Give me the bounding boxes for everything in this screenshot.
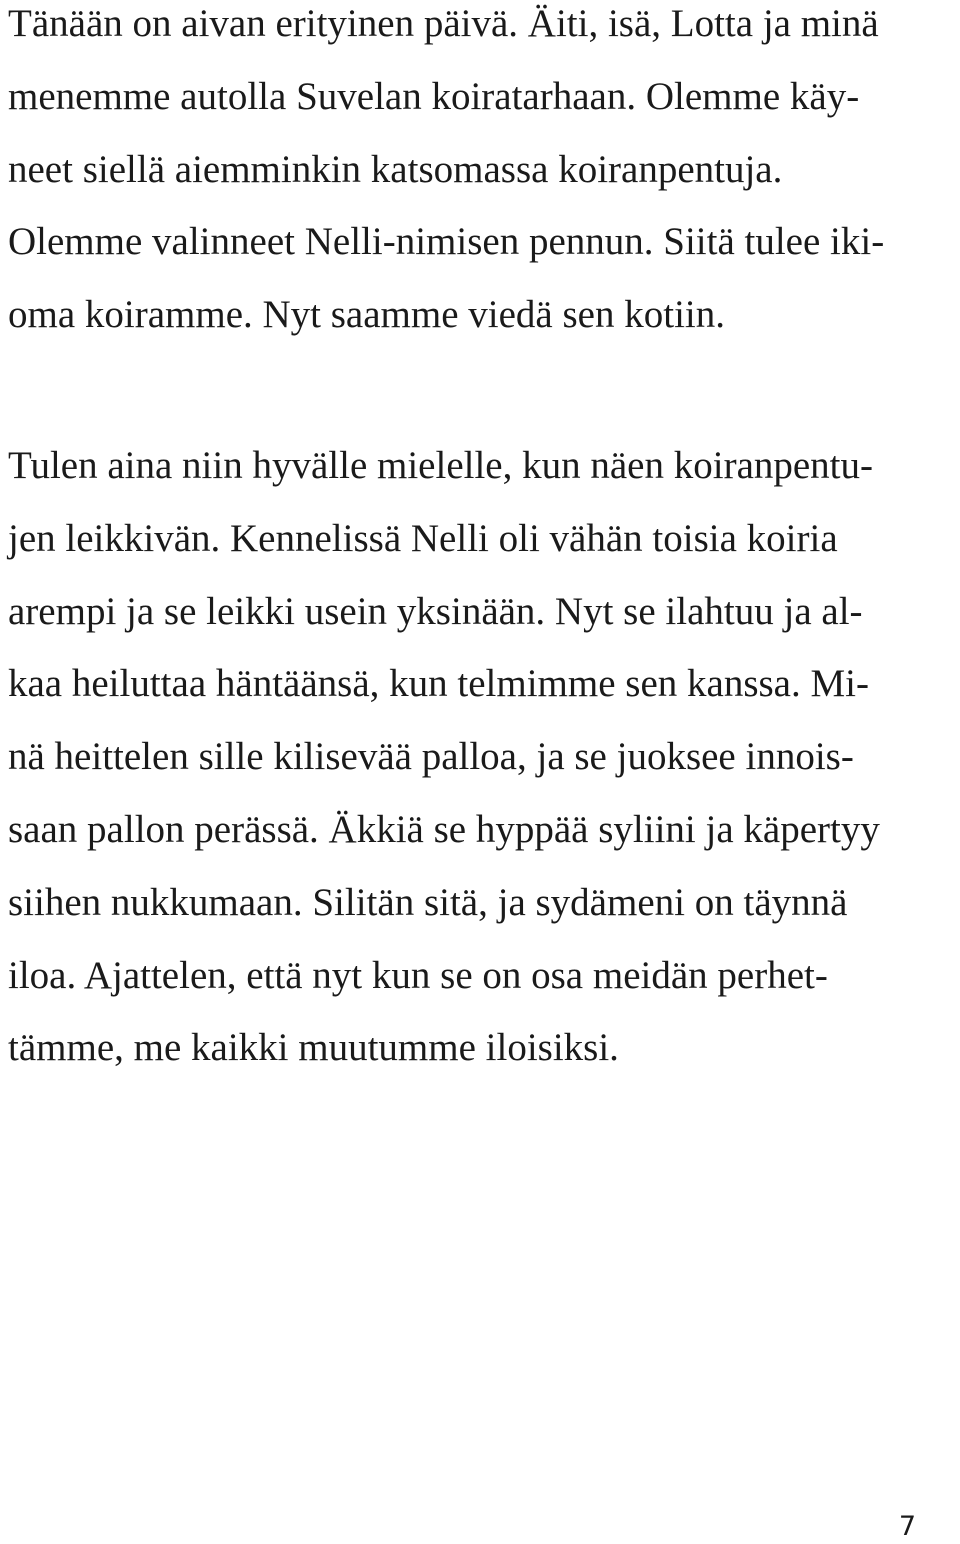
page-number: 7: [898, 1511, 916, 1542]
text-line: jen leikkivän. Kennelissä Nelli oli vähän toisia koiria: [8, 516, 838, 560]
text-line: iloa. Ajattelen, että nyt kun se on osa meidän perhet-: [8, 953, 828, 997]
text-line: tämme, me kaikki muutumme iloisiksi.: [8, 1026, 619, 1070]
text-line: Tänään on aivan erityinen päivä. Äiti, isä, Lotta ja minä: [8, 2, 879, 45]
text-line: siihen nukkumaan. Silitän sitä, ja sydämeni on täynnä: [8, 880, 848, 924]
text-line: kaa heiluttaa häntäänsä, kun telmimme sen kanssa. Mi-: [8, 662, 869, 706]
text-line: arempi ja se leikki usein yksinään. Nyt se ilahtuu ja al-: [8, 589, 863, 633]
paragraph-2: [8, 430, 880, 1085]
text-line: neet siellä aiemminkin katsomassa koiranpentuja.: [8, 147, 783, 191]
text-line: oma koiramme. Nyt saamme viedä sen kotiin.: [8, 293, 725, 337]
text-line: saan pallon perässä. Äkkiä se hyppää syliini ja käpertyy: [8, 807, 880, 851]
text-line: Tulen aina niin hyvälle mielelle, kun näen koiranpentu-: [8, 444, 874, 487]
text-line: nä heittelen sille kilisevää palloa, ja se juoksee innois-: [8, 735, 854, 779]
text-line: menemme autolla Suvelan koiratarhaan. Olemme käy-: [8, 74, 860, 118]
text-line: Olemme valinneet Nelli-nimisen pennun. Siitä tulee iki-: [8, 220, 885, 264]
paragraph-1: [8, 0, 884, 352]
